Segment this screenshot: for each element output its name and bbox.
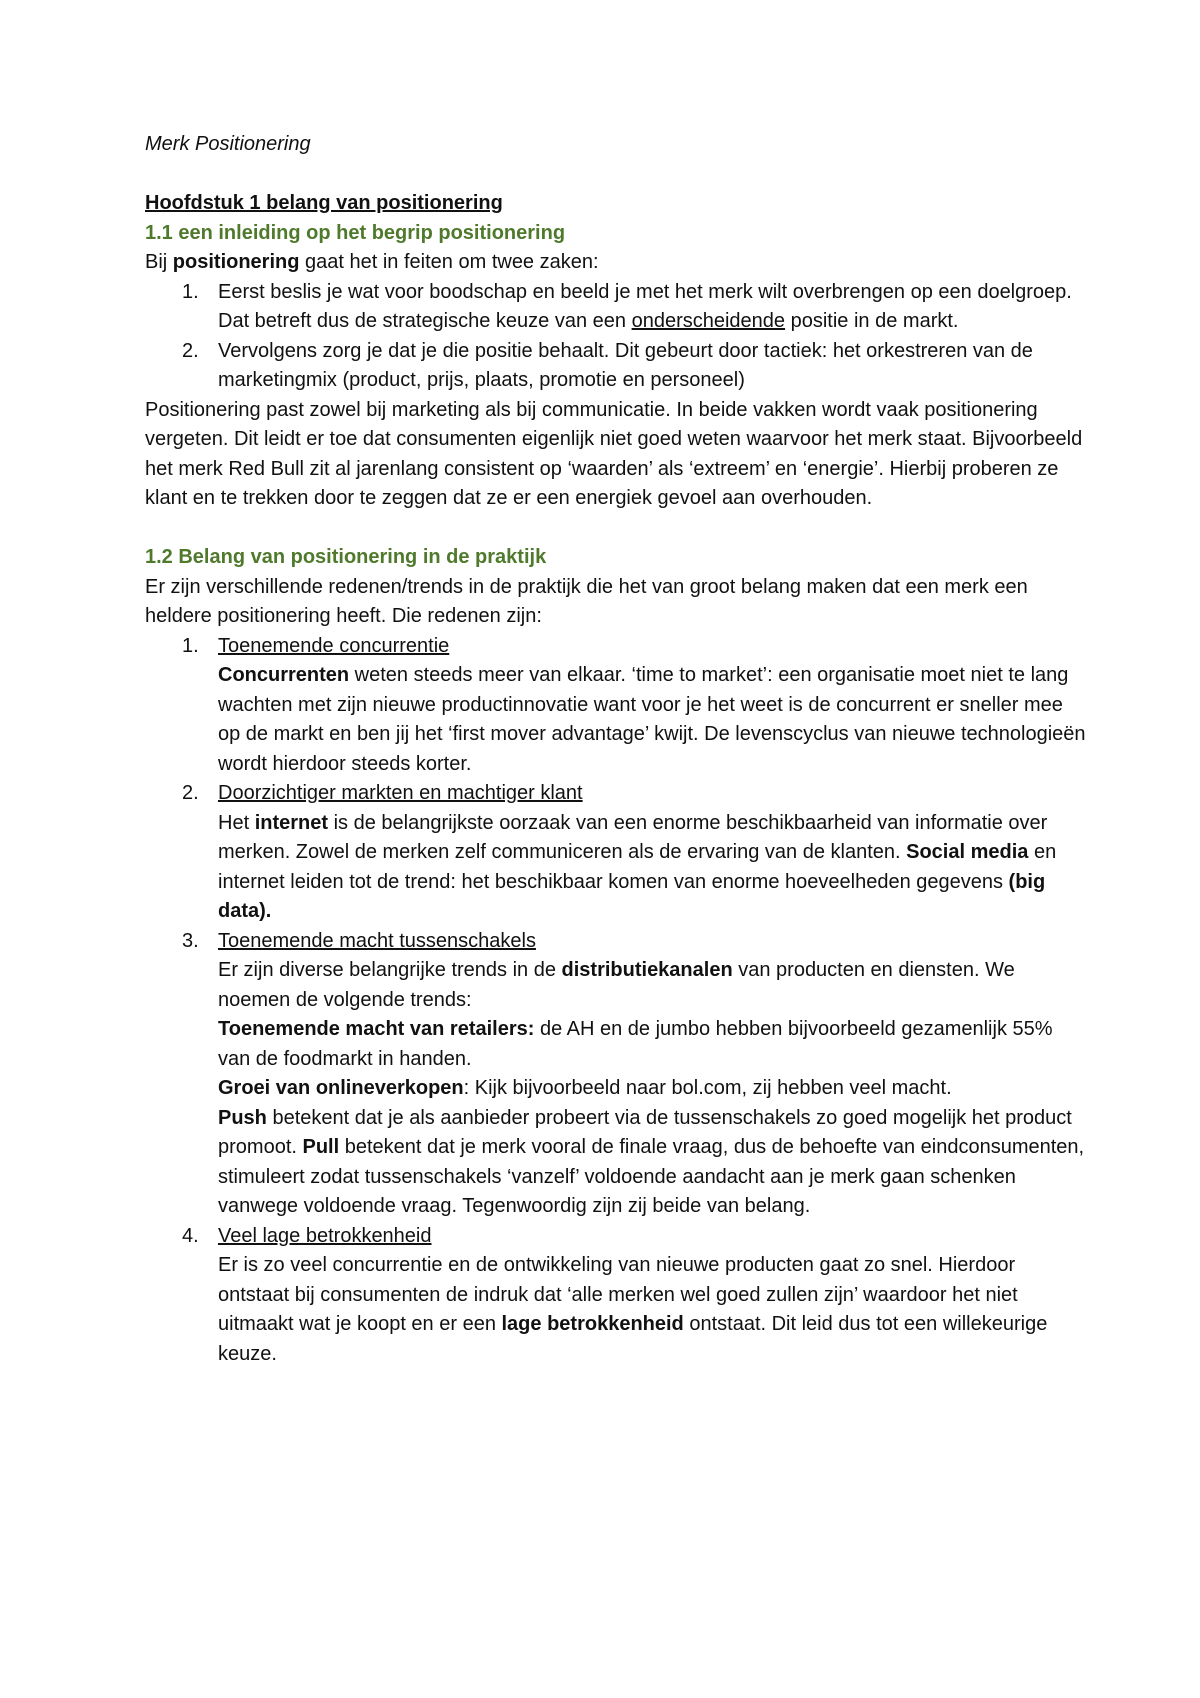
section-heading-1-1: 1.1 een inleiding op het begrip positionering [145,221,566,244]
intro-text: Bij [145,251,173,273]
bold-term: lage betrokkenheid [501,1313,684,1335]
section-heading-1-2: 1.2 Belang van positionering in de praktijk [145,546,547,568]
list-number: 2. [182,339,199,362]
bold-term: Concurrenten [218,664,350,686]
list-item [145,278,1090,337]
list-item [145,632,1090,780]
list-item-title: Doorzichtiger markten en machtiger klant [218,782,583,804]
list-item [145,927,1090,1222]
list-number: 1. [182,634,199,657]
underlined-term: onderscheidende [631,310,786,332]
list-item-body [218,809,1090,927]
body-text: Er is zo veel concurrentie en de ontwikkeling van nieuwe producten gaat zo snel. Hierdoor ontstaat bij consumenten de indruk dat ‘alle merken wel goed zullen zijn’ waardoor het niet uitmaakt wat je koopt en er een [218,1254,1018,1335]
list-text: Vervolgens zorg je dat je die positie behaalt. Dit gebeurt door tactiek: het orkestreren van de marketingmix (product, prijs, plaats, promotie en personeel) [218,339,1033,391]
body-text: en internet leiden tot de trend: het beschikbaar komen van enorme hoeveelheden gegevens [218,841,1057,893]
body-text: de AH en de jumbo hebben bijvoorbeeld gezamenlijk 55% van de foodmarkt in handen. [218,1018,1053,1070]
push-pull-text [218,1104,1090,1222]
list-item [145,779,1090,927]
section-1-1-paragraph: Positionering past zowel bij marketing als bij communicatie. In beide vakken wordt vaak positionering vergeten. Dit leidt er toe dat consumenten eigenlijk niet goed weten waarvoor het merk staat. Bijvoorbeeld het merk Red Bull zit al jarenlang consistent op ‘waarden’ als ‘extreem’ en ‘energie’. Hierbij proberen ze klant en te trekken door te zeggen dat ze er een energiek gevoel aan overhouden. [145,398,1083,509]
body-text: weten steeds meer van elkaar. ‘time to market’: een organisatie moet niet te lang wachten met zijn nieuwe productinnovatie want voor je het weet is de concurrent er sneller mee op de markt en ben jij het ‘first mover advantage’ kwijt. De levenscyclus van nieuwe technologieën wordt hierdoor steeds korter. [218,664,1086,775]
list-item-title: Toenemende macht tussenschakels [218,929,536,952]
section-1-1-intro [145,248,1090,278]
chapter-heading: Hoofdstuk 1 belang van positionering [145,192,503,214]
list-item-body [218,661,1090,779]
paragraph-spacer [145,514,1090,544]
trend-online [218,1074,1090,1104]
list-item-body [218,956,1090,1015]
document-page [145,130,1090,1369]
body-text: betekent dat je als aanbieder probeert via de tussenschakels zo goed mogelijk het product promoot. [218,1106,1072,1158]
body-text: ontstaat. Dit leid dus tot een willekeurige keuze. [218,1313,1048,1365]
bold-term: Groei van onlineverkopen [218,1077,464,1099]
bold-term: Pull [302,1136,340,1158]
list-item-title: Toenemende concurrentie [218,634,450,657]
bold-term: (big data). [218,870,1046,922]
section-1-2-list [145,632,1090,1370]
list-item-body [218,1251,1090,1369]
body-text: Er zijn diverse belangrijke trends in de [218,959,562,981]
list-number: 2. [182,782,199,804]
body-text: van producten en diensten. We noemen de volgende trends: [218,959,1015,1011]
list-item-title: Veel lage betrokkenheid [218,1224,432,1247]
bold-term: Push [218,1106,267,1129]
body-text: betekent dat je merk vooral de finale vraag, dus de behoefte van eindconsumenten, stimuleert zodat tussenschakels ‘vanzelf’ voldoende aandacht aan je merk gaan schenken vanwege voldoende vraag. Tegenwoordig zijn zij beide van belang. [218,1136,1085,1217]
body-text: is de belangrijkste oorzaak van een enorme beschikbaarheid van informatie over merken. Zowel de merken zelf communiceren als de ervaring van de klanten. [218,811,1048,863]
document-title: Merk Positionering [145,133,311,155]
section-1-2-intro: Er zijn verschillende redenen/trends in de praktijk die het van groot belang maken dat een merk een heldere positionering heeft. Die redenen zijn: [145,575,1028,627]
bold-term: Social media [906,841,1029,863]
intro-text: gaat het in feiten om twee zaken: [299,251,599,273]
intro-bold-term: positionering [172,251,300,273]
bold-term: internet [254,811,329,834]
list-number: 3. [182,929,199,952]
list-item [145,1222,1090,1370]
list-number: 4. [182,1224,199,1247]
section-1-1-list [145,278,1090,396]
body-text: : Kijk bijvoorbeeld naar bol.com, zij hebben veel macht. [463,1077,952,1099]
bold-term: distributiekanalen [561,959,733,981]
list-text: positie in de markt. [785,310,959,332]
bold-term: Toenemende macht van retailers: [218,1018,535,1040]
body-text: Het [218,811,255,834]
list-item [145,337,1090,396]
trend-retailers [218,1015,1090,1074]
list-number: 1. [182,280,199,303]
list-text: Eerst beslis je wat voor boodschap en beeld je met het merk wilt overbrengen op een doelgroep. Dat betreft dus de strategische keuze van een [218,280,1072,332]
